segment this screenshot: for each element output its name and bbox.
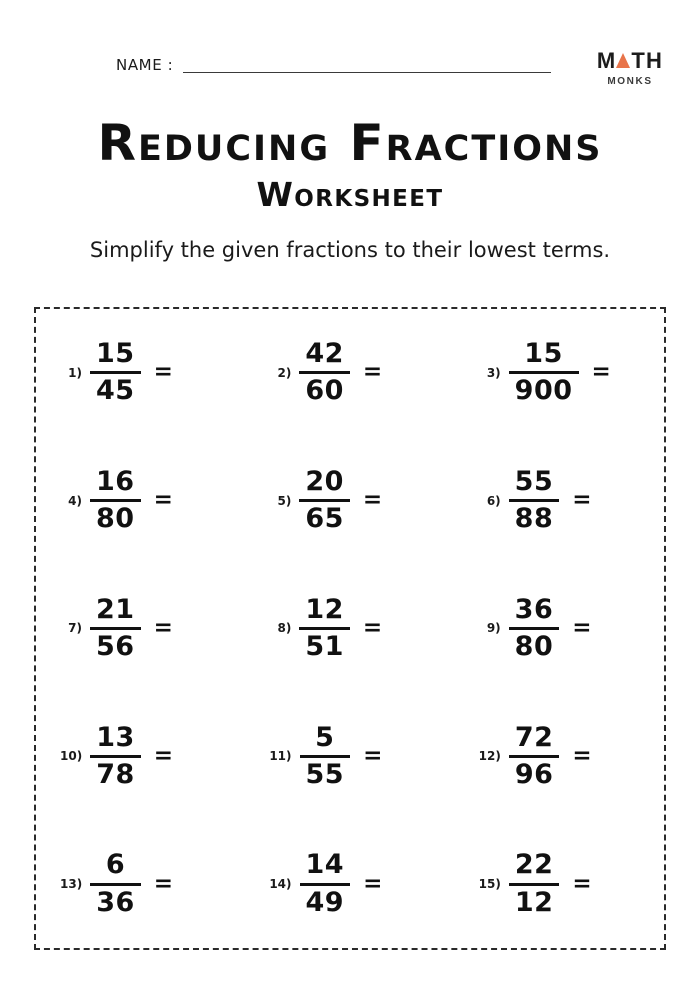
equals-sign: = [572,614,592,641]
problem-item [36,565,245,693]
fraction-numerator: 20 [305,465,344,497]
fraction-numerator: 42 [305,338,344,370]
fraction-denominator: 60 [305,375,344,407]
fraction-bar [509,371,579,374]
problems-grid [36,309,664,948]
fraction-denominator: 51 [305,630,344,662]
fraction-denominator: 80 [96,503,135,535]
fraction [299,595,350,662]
logo-wordmark-math [597,50,663,72]
math-monks-logo [595,50,665,87]
fraction-bar [300,755,351,758]
equals-sign: = [362,359,383,386]
problem-number: 9) [486,621,501,636]
fraction-bar [299,371,350,374]
equals-sign: = [153,614,173,641]
fraction-bar [90,755,141,758]
fraction [299,467,350,534]
fraction-numerator: 55 [514,465,554,497]
problem-item [455,692,664,820]
fraction [509,850,560,917]
fraction [300,723,351,790]
problem-item [36,309,245,437]
name-field-row [116,58,551,75]
fraction-bar [509,883,560,886]
equals-sign: = [572,870,592,897]
fraction-denominator: 80 [514,630,554,662]
equals-sign: = [362,614,383,641]
fraction-denominator: 78 [96,758,135,790]
problem-number: 7) [68,621,82,636]
problem-number: 11) [269,749,292,764]
fraction-bar [509,627,560,630]
problem-number: 14) [269,877,292,892]
fraction [90,339,141,406]
problems-container [34,307,666,950]
fraction-numerator: 16 [96,465,135,497]
logo-wordmark-monks: MONKS [607,76,653,87]
fraction-numerator: 15 [524,338,563,370]
equals-sign: = [363,742,383,769]
fraction-bar [90,627,141,630]
fraction [299,339,350,406]
fraction-numerator: 72 [514,721,554,753]
problem-item [455,820,664,948]
page-header [0,0,700,110]
fraction-denominator: 49 [305,886,345,918]
fraction-denominator: 96 [514,758,554,790]
problem-number: 10) [60,749,83,764]
fraction-bar [90,499,141,502]
fraction-bar [299,627,350,630]
logo-letters-th: TH [631,48,664,73]
problem-item [455,565,664,693]
fraction [509,467,560,534]
fraction [300,850,351,917]
fraction-denominator: 12 [514,886,554,918]
problem-number: 2) [277,365,292,380]
equals-sign: = [591,359,611,386]
problem-item [36,692,245,820]
fraction-bar [90,371,141,374]
fraction-numerator: 14 [305,849,345,881]
logo-letter-m: M [596,48,617,73]
fraction-denominator: 900 [514,375,573,407]
equals-sign: = [153,742,174,769]
problem-item [36,437,245,565]
fraction-denominator: 65 [305,503,344,535]
fraction-numerator: 22 [514,849,554,881]
problem-item [245,692,454,820]
problem-number: 3) [486,365,501,380]
problem-number: 5) [277,493,292,508]
fraction-denominator: 88 [514,503,554,535]
equals-sign: = [153,359,173,386]
fraction-bar [509,755,560,758]
fraction [90,850,141,917]
equals-sign: = [572,487,592,514]
problem-item [455,309,664,437]
problem-number: 12) [478,749,501,764]
fraction-denominator: 56 [96,630,135,662]
problem-item [245,437,454,565]
problem-number: 15) [478,877,501,892]
problem-number: 8) [277,621,292,636]
equals-sign: = [153,870,174,897]
equals-sign: = [572,742,592,769]
fraction [90,467,141,534]
fraction-denominator: 45 [96,375,135,407]
page-title: Reducing Fractions [97,114,603,172]
fraction-bar [300,883,351,886]
equals-sign: = [153,487,173,514]
fraction-numerator: 5 [315,721,335,753]
instruction-text: Simplify the given fractions to their lowest terms. [89,238,611,262]
equals-sign: = [362,487,383,514]
name-label: NAME : [116,56,174,74]
fraction-bar [509,499,560,502]
problem-number: 4) [68,493,82,508]
fraction-numerator: 6 [105,849,126,881]
fraction-numerator: 12 [305,593,344,625]
fraction [90,723,141,790]
problem-item [36,820,245,948]
equals-sign: = [363,870,383,897]
fraction [509,723,560,790]
problem-item [455,437,664,565]
fraction [90,595,141,662]
fraction-numerator: 15 [96,338,135,370]
fraction-numerator: 21 [96,593,135,625]
problem-number: 1) [68,365,82,380]
fraction-numerator: 36 [514,593,554,625]
fraction-numerator: 13 [96,721,135,753]
problem-item [245,565,454,693]
fraction-bar [299,499,350,502]
page-subtitle: Worksheet [256,175,444,214]
problem-number: 13) [60,877,83,892]
fraction [509,339,579,406]
fraction-denominator: 55 [305,758,345,790]
fraction-bar [90,883,141,886]
fraction-denominator: 36 [96,886,135,918]
name-input-line[interactable] [183,72,551,73]
problem-item [245,820,454,948]
fraction [509,595,560,662]
problem-number: 6) [486,493,501,508]
problem-item [245,309,454,437]
